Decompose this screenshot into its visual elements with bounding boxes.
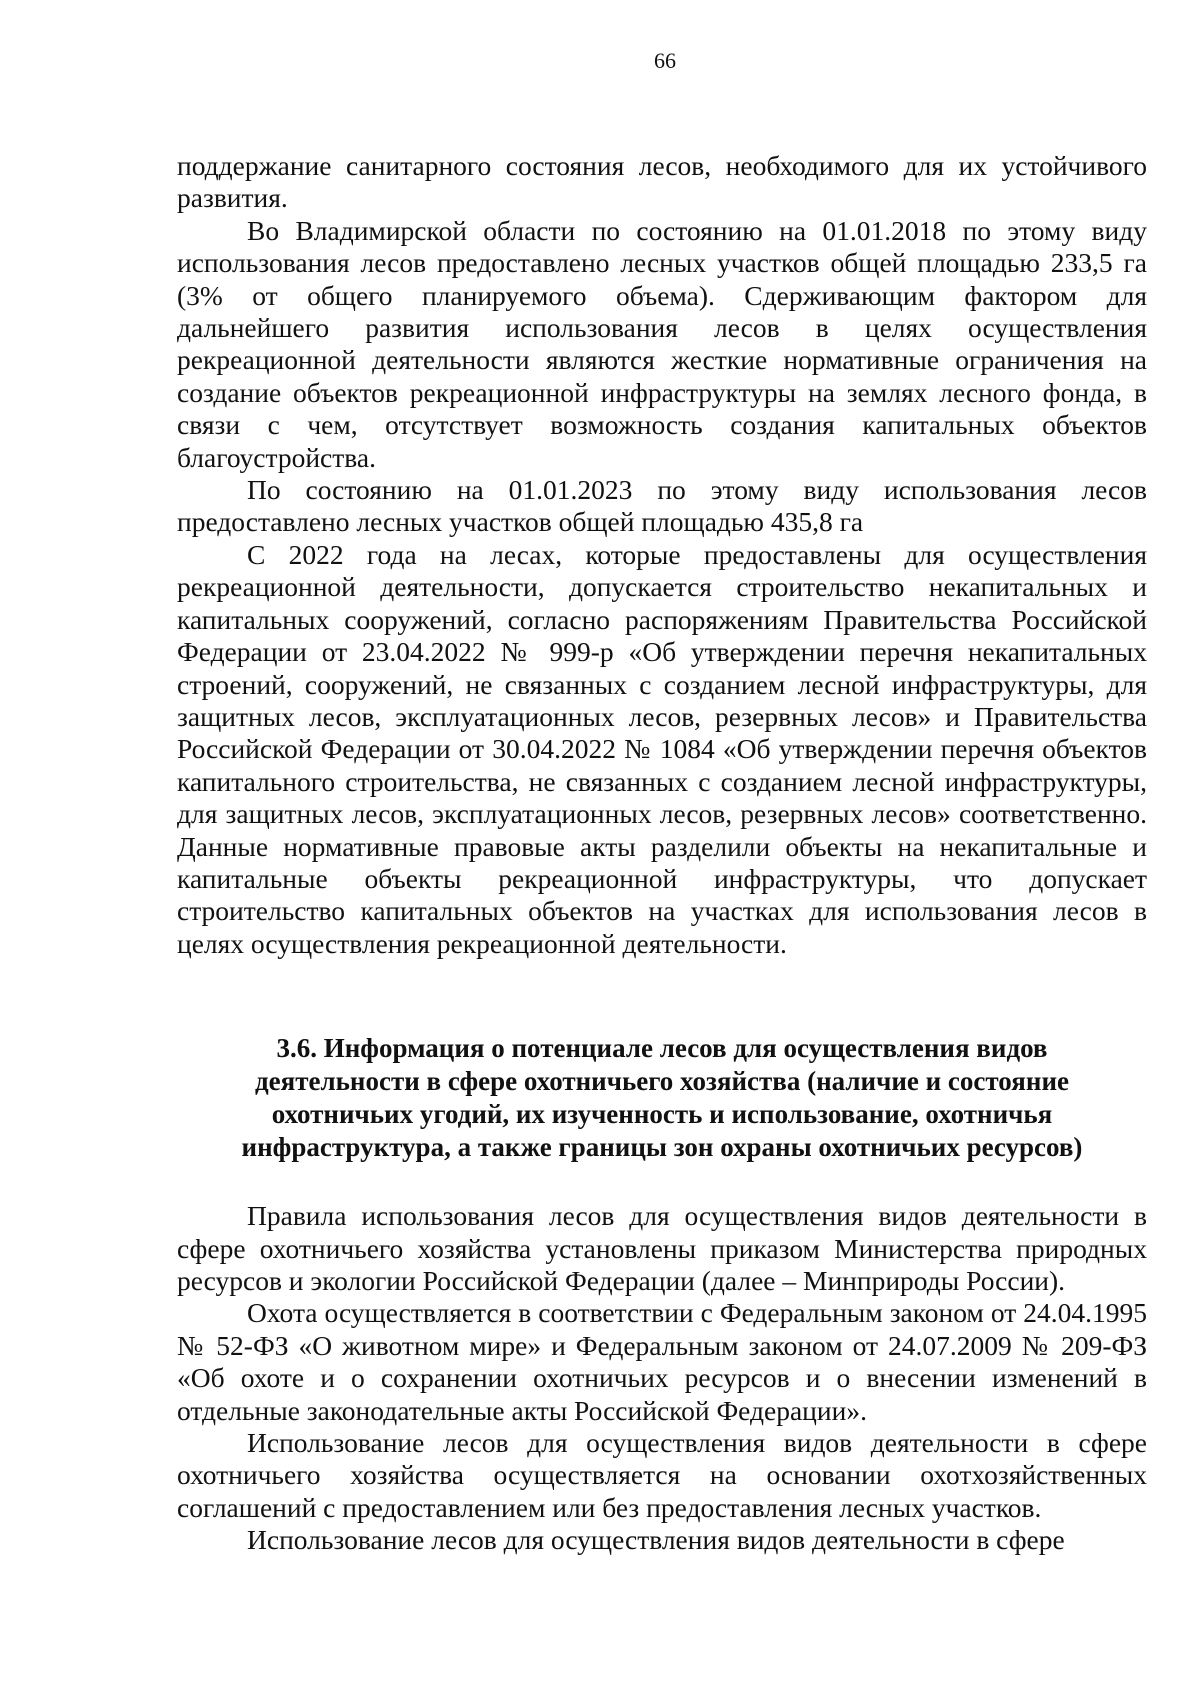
paragraph: Использование лесов для осуществления видов деятельности в сфере [247, 1524, 1065, 1556]
paragraph: Во Владимирской области по состоянию на 01.01.2018 по этому виду использования лесов предоставлено лесных участков общей площадью 233,5 га (3% от общего планируемого объема). Сдерживающим фактором для дальнейшего развития использования лесов в целях осуществления рекреационной деятельности являются жесткие нормативные ограничения на создание объектов рекреационной инфраструктуры на землях лесного фонда, в связи с чем, отсутствует возможность создания капитальных объектов благоустройства. [177, 214, 1147, 473]
paragraphs-after-heading [177, 1200, 1147, 1556]
paragraph: Правила использования лесов для осуществления видов деятельности в сфере охотничьего хозяйства установлены приказом Министерства природных ресурсов и экологии Российской Федерации (далее – Минприроды России). [177, 1200, 1147, 1296]
page-number: 66 [654, 48, 676, 73]
section-heading-line: инфраструктура, а также границы зон охраны охотничьих ресурсов) [241, 1132, 1083, 1163]
paragraph: Использование лесов для осуществления видов деятельности в сфере охотничьего хозяйства осуществляется на основании охотхозяйственных соглашений с предоставлением или без предоставления лесных участков. [177, 1427, 1147, 1523]
paragraph: поддержание санитарного состояния лесов, необходимого для их устойчивого развития. [177, 150, 1147, 214]
paragraph: По состоянию на 01.01.2023 по этому виду использования лесов предоставлено лесных участков общей площадью 435,8 га [177, 474, 1147, 538]
page-content [177, 150, 1147, 1557]
section-heading-line: охотничьих угодий, их изученность и использование, охотничья [271, 1099, 1053, 1130]
section-heading [177, 1032, 1147, 1164]
section-heading-line: 3.6. Информация о потенциале лесов для осуществления видов [276, 1033, 1048, 1064]
section-heading-line: деятельности в сфере охотничьего хозяйства (наличие и состояние [255, 1066, 1069, 1097]
paragraphs-before-heading [177, 150, 1147, 960]
paragraph: Охота осуществляется в соответствии с Федеральным законом от 24.04.1995 № 52-ФЗ «О животном мире» и Федеральным законом от 24.07.2009 № 209-ФЗ «Об охоте и о сохранении охотничьих ресурсов и о внесении изменений в отдельные законодательные акты Российской Федерации». [177, 1297, 1147, 1426]
paragraph: С 2022 года на лесах, которые предоставлены для осуществления рекреационной деятельности, допускается строительство некапитальных и капитальных сооружений, согласно распоряжениям Правительства Российской Федерации от 23.04.2022 № 999-р «Об утверждении перечня некапитальных строений, сооружений, не связанных с созданием лесной инфраструктуры, для защитных лесов, эксплуатационных лесов, резервных лесов» и Правительства Российской Федерации от 30.04.2022 № 1084 «Об утверждении перечня объектов капитального строительства, не связанных с созданием лесной инфраструктуры, для защитных лесов, эксплуатационных лесов, резервных лесов» соответственно. Данные нормативные правовые акты разделили объекты на некапитальные и капитальные объекты рекреационной инфраструктуры, что допускает строительство капитальных объектов на участках для использования лесов в целях осуществления рекреационной деятельности. [177, 538, 1147, 959]
